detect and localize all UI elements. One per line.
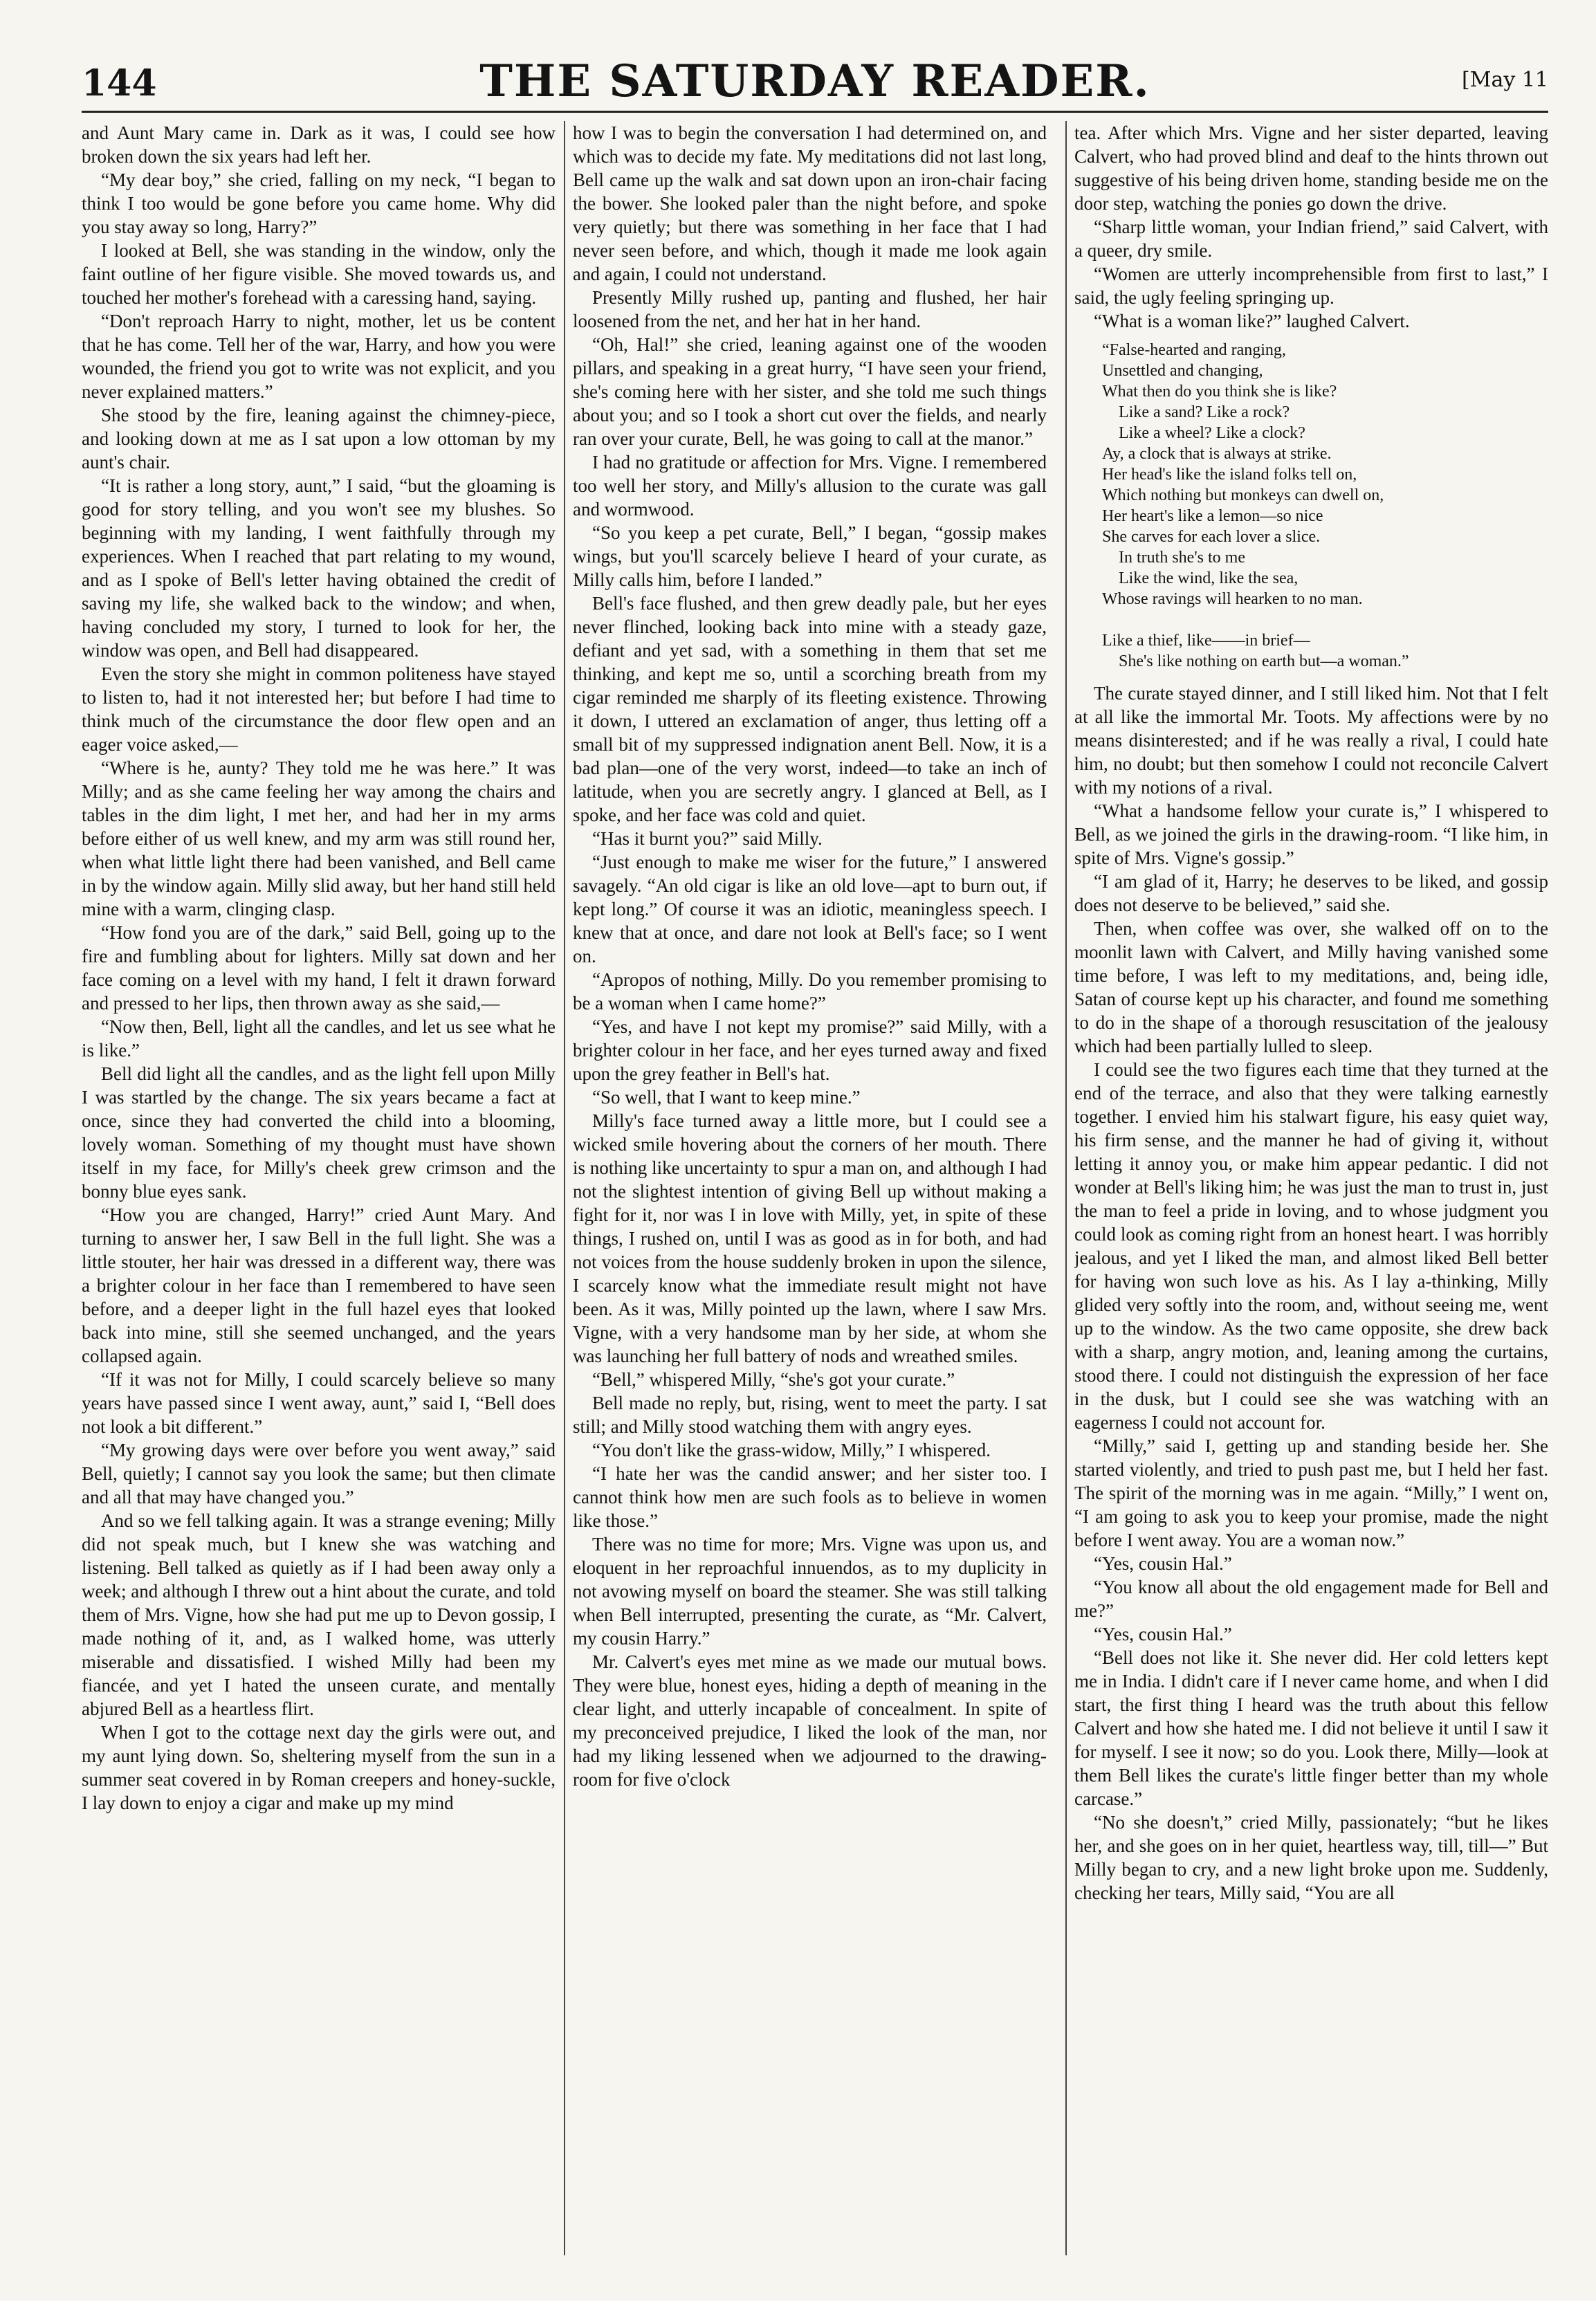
poem-line: “False-hearted and ranging, — [1102, 341, 1286, 359]
paragraph: Bell made no reply, but, rising, went to meet the party. I sat still; and Milly stood watching them with angry eyes. — [573, 1393, 1047, 1437]
paragraph: I had no gratitude or affection for Mrs. Vigne. I remembered too well her story, and Milly's allusion to the curate was gall and wormwood. — [573, 452, 1047, 520]
masthead — [82, 48, 1548, 105]
poem-line: Like a wheel? Like a clock? — [1102, 424, 1305, 442]
paragraph: She stood by the fire, leaning against the chimney-piece, and looking down at me as I sat upon a low ottoman by my aunt's chair. — [82, 405, 556, 473]
poem-line: Which nothing but monkeys can dwell on, — [1102, 486, 1384, 504]
poem-line: Her heart's like a lemon—so nice — [1102, 507, 1323, 525]
paragraph: “What a handsome fellow your curate is,” I whispered to Bell, as we joined the girls in the drawing-room. “I like him, in spite of Mrs. Vigne's gossip.” — [1074, 800, 1548, 868]
paragraph: “Yes, cousin Hal.” — [1094, 1553, 1232, 1574]
paragraph: “Milly,” said I, getting up and standing beside her. She started violently, and tried to push past me, but I held her fast. The spirit of the morning was in me again. “Milly,” I went on, “I am going to ask you to keep your promise, made the night before I went away. You are a woman now.” — [1074, 1436, 1548, 1550]
paragraph: “Bell,” whispered Milly, “she's got your curate.” — [592, 1369, 955, 1390]
poem-line: Like a sand? Like a rock? — [1102, 403, 1290, 421]
paragraph: I could see the two figures each time that they turned at the end of the terrace, and also that they were talking earnestly together. I envied him his stalwart figure, his easy quiet way, his firm sense, and the manner he had of giving it, without letting it annoy you, or make him appear pedantic. I did not wonder at Bell's liking him; he was just the man to trust in, just the man to feel a pride in loving, and to whose judgment you could look as coming right from an honest heart. I was horribly jealous, and yet I liked the man, and almost liked Bell better for having won such love as his. As I lay a-thinking, Milly glided very softly into the room, and, without seeing me, went up to the window. As the two came opposite, she drew back with a sharp, angry motion, and, leaning among the curtains, stood there. I could not distinguish the expression of her face in the dusk, but I could see she was watching with an eagerness I could not account for. — [1074, 1059, 1548, 1433]
paragraph: “My dear boy,” she cried, falling on my neck, “I began to think I too would be gone before you came home. Why did you stay away so long, Harry?” — [82, 169, 556, 237]
paragraph: and Aunt Mary came in. Dark as it was, I could see how broken down the six years had left her. — [82, 122, 556, 167]
paragraph: “How fond you are of the dark,” said Bell, going up to the fire and fumbling about for lighters. Milly sat down and her face coming on a level with my hand, I felt it drawn forward and pressed to her lips, then thrown away as she said,— — [82, 922, 556, 1014]
paragraph: “Apropos of nothing, Milly. Do you remember promising to be a woman when I came home?” — [573, 969, 1047, 1014]
paragraph: And so we fell talking again. It was a strange evening; Milly did not speak much, but I knew she was watching and listening. Bell talked as quietly as if I had been away only a week; and although I threw out a hint about the curate, and told them of Mrs. Vigne, how she had put me up to Devon gossip, I made nothing of it, and, as I walked home, was utterly miserable and dissatisfied. I wished Milly had been my fiancée, and yet I hated the unseen curate, and mentally abjured Bell as a heartless flirt. — [82, 1510, 556, 1719]
paragraph: Presently Milly rushed up, panting and flushed, her hair loosened from the net, and her hat in her hand. — [573, 287, 1047, 331]
poem-line: In truth she's to me — [1102, 549, 1245, 567]
paragraph: “So well, that I want to keep mine.” — [592, 1087, 861, 1108]
paragraph: “Has it burnt you?” said Milly. — [592, 828, 823, 849]
paragraph: “Just enough to make me wiser for the future,” I answered savagely. “An old cigar is like an old love—apt to burn out, if kept long.” Of course it was an idiotic, meaningless speech. I knew that at once, and dare not look at Bell's face; so I went on. — [573, 852, 1047, 966]
paragraph: “I am glad of it, Harry; he deserves to be liked, and gossip does not deserve to be believed,” said she. — [1074, 871, 1548, 915]
publication-title: THE SATURDAY READER. — [479, 55, 1150, 107]
paragraph: “Oh, Hal!” she cried, leaning against one of the wooden pillars, and speaking in a great hurry, “I have seen your friend, she's coming here with her sister, and she told me such things about you; and so I took a short cut over the fields, and nearly ran over your curate, Bell, he was going to call at the manor.” — [573, 334, 1047, 449]
paragraph: There was no time for more; Mrs. Vigne was upon us, and eloquent in her reproachful innuendos, as to my duplicity in not avowing myself on board the steamer. She was still talking when Bell interrupted, presenting the curate, as “Mr. Calvert, my cousin Harry.” — [573, 1534, 1047, 1649]
paragraph: tea. After which Mrs. Vigne and her sister departed, leaving Calvert, who had proved blind and deaf to the hints thrown out suggestive of his being driven home, standing beside me on the door step, watching the ponies go down the drive. — [1074, 122, 1548, 214]
paragraph: Bell did light all the candles, and as the light fell upon Milly I was startled by the change. The six years became a fact at once, since they had converted the child into a blooming, lovely woman. Something of my thought must have shown itself in my face, for Milly's cheek grew crimson and the bonny blue eyes sank. — [82, 1063, 556, 1202]
poem-line: She carves for each lover a slice. — [1102, 528, 1321, 546]
poem-line: What then do you think she is like? — [1102, 383, 1337, 401]
poem-line: Her head's like the island folks tell on, — [1102, 466, 1357, 484]
paragraph: When I got to the cottage next day the girls were out, and my aunt lying down. So, sheltering myself from the sun in a summer seat covered in by Roman creepers and honey-suckle, I lay down to enjoy a cigar and make up my mind — [82, 1722, 556, 1813]
paragraph: Bell's face flushed, and then grew deadly pale, but her eyes never flinched, looking back into mine with a steady gaze, defiant and yet sad, with a something in them that set me thinking, and kept me so, until a scorching breath from my cigar reminded me sharply of its fleeting existence. Throwing it down, I uttered an exclamation of anger, thus letting off a small bit of my suppressed indignation anent Bell. Now, it is a bad plan—one of the very worst, indeed—to take an inch of latitude, when you are secretly angry. I glanced at Bell, as I spoke, and her face was cold and quiet. — [573, 593, 1047, 825]
poem — [1102, 340, 1548, 672]
poem-line: Unsettled and changing, — [1102, 362, 1263, 380]
paragraph: “You don't like the grass-widow, Milly,” I whispered. — [592, 1440, 991, 1460]
paragraph: “Don't reproach Harry to night, mother, let us be content that he has come. Tell her of the war, Harry, and how you were wounded, the friend you got to write was not explicit, and you never explained matters.” — [82, 311, 556, 402]
paragraph: “Now then, Bell, light all the candles, and let us see what he is like.” — [82, 1016, 556, 1061]
paragraph: “Yes, and have I not kept my promise?” said Milly, with a brighter colour in her face, and her eyes turned away and fixed upon the grey feather in Bell's hat. — [573, 1016, 1047, 1084]
poem-line: Whose ravings will hearken to no man. — [1102, 590, 1363, 608]
paragraph: how I was to begin the conversation I had determined on, and which was to decide my fate. My meditations did not last long, Bell came up the walk and sat down upon an iron-chair facing the bower. She looked paler than the night before, and spoke very quietly; but there was something in her face that I had never seen before, and which, though it made me look again and again, I could not understand. — [573, 122, 1047, 284]
column-3-text-after-poem — [1074, 681, 1548, 1905]
poem-line: She's like nothing on earth but—a woman.” — [1102, 652, 1409, 670]
paragraph: “I hate her was the candid answer; and her sister too. I cannot think how men are such fools as to believe in women like those.” — [573, 1463, 1047, 1531]
poem-line: Ay, a clock that is always at strike. — [1102, 445, 1332, 463]
paragraph: “It is rather a long story, aunt,” I said, “but the gloaming is good for story telling, and you won't see my blushes. So beginning with my landing, I went faithfully through my experiences. When I reached that part relating to my wound, and as I spoke of Bell's letter having obtained the credit of saving my life, she walked back to the window; and when, having concluded my story, I turned to look for her, the window was open, and Bell had disappeared. — [82, 475, 556, 661]
paragraph: “Where is he, aunty? They told me he was here.” It was Milly; and as she came feeling her way among the chairs and tables in the dim light, I met her, and had her in my arms before either of us well knew, and my arm was still round her, when what little light there had been vanished, and Bell came in by the window again. Milly slid away, but her hand still held mine with a warm, clinging clasp. — [82, 758, 556, 919]
issue-date: [May 11 — [1462, 68, 1548, 92]
column-2 — [573, 121, 1047, 2255]
paragraph: “My growing days were over before you went away,” said Bell, quietly; I cannot say you look the same; but then climate and all that may have changed you.” — [82, 1440, 556, 1507]
paragraph: “Yes, cousin Hal.” — [1094, 1624, 1232, 1644]
paragraph: The curate stayed dinner, and I still liked him. Not that I felt at all like the immortal Mr. Toots. My affections were by no means disinterested; and if he was really a rival, I could hate him, no doubt; but then somehow I could not reconcile Calvert with my notions of a rival. — [1074, 683, 1548, 798]
paragraph: Then, when coffee was over, she walked off on to the moonlit lawn with Calvert, and Milly having vanished some time before, I was left to my meditations, and, being idle, Satan of course kept up his character, and found me something to do in the shape of a thorough resuscitation of the jealousy which had been partially lulled to sleep. — [1074, 918, 1548, 1056]
column-divider-1 — [564, 121, 565, 2255]
paragraph: “You know all about the old engagement made for Bell and me?” — [1074, 1577, 1548, 1621]
paragraph: I looked at Bell, she was standing in the window, only the faint outline of her figure visible. She moved towards us, and touched her mother's forehead with a caressing hand, saying. — [82, 240, 556, 308]
poem-line: Like a thief, like——in brief— — [1102, 632, 1310, 650]
paragraph: “Bell does not like it. She never did. Her cold letters kept me in India. I didn't care if I never came home, and when I did start, the first thing I heard was the truth about this fellow Calvert and how she hated me. I did not believe it until I saw it for myself. I see it now; so do you. Look there, Milly—look at them Bell likes the curate's little finger better than my whole carcase.” — [1074, 1647, 1548, 1809]
paragraph: “What is a woman like?” laughed Calvert. — [1094, 311, 1410, 331]
column-3 — [1074, 121, 1548, 2255]
paragraph: “Sharp little woman, your Indian friend,” said Calvert, with a queer, dry smile. — [1074, 217, 1548, 261]
column-3-text-before-poem — [1074, 121, 1548, 333]
paragraph: Mr. Calvert's eyes met mine as we made our mutual bows. They were blue, honest eyes, hiding a depth of meaning in the clear light, and utterly incapable of concealment. In spite of my preconceived prejudice, I liked the look of the man, nor had my liking lessened when we adjourned to the drawing-room for five o'clock — [573, 1651, 1047, 1790]
paragraph: “If it was not for Milly, I could scarcely believe so many years have passed since I went away, aunt,” said I, “Bell does not look a bit different.” — [82, 1369, 556, 1437]
paragraph: “How you are changed, Harry!” cried Aunt Mary. And turning to answer her, I saw Bell in the full light. She was a little stouter, her hair was dressed in a different way, there was a brighter colour in her face than I remembered to have seen before, and a deeper light in the full hazel eyes that looked back into mine, still she seemed unchanged, and the years collapsed again. — [82, 1204, 556, 1366]
header-rule — [82, 111, 1548, 113]
paragraph: “Women are utterly incomprehensible from first to last,” I said, the ugly feeling springing up. — [1074, 264, 1548, 308]
paragraph: Even the story she might in common politeness have stayed to listen to, had it not interested her; but before I had time to think much of the circumstance the door flew open and an eager voice asked,— — [82, 663, 556, 755]
poem-line: Like the wind, like the sea, — [1102, 569, 1299, 587]
poem-line — [1102, 609, 1548, 630]
paragraph: “No she doesn't,” cried Milly, passionately; “but he likes her, and she goes on in her quiet, heartless way, till, till—” But Milly began to cry, and a new light broke upon me. Suddenly, checking her tears, Milly said, “You are all — [1074, 1812, 1548, 1903]
paragraph: “So you keep a pet curate, Bell,” I began, “gossip makes wings, but you'll scarcely believe I heard of your curate, as Milly calls him, before I landed.” — [573, 522, 1047, 590]
page-number: 144 — [82, 62, 157, 104]
paragraph: Milly's face turned away a little more, but I could see a wicked smile hovering about the corners of her mouth. There is nothing like uncertainty to spur a man on, and although I had not the slightest intention of giving Bell up without making a fight for it, nor was I in love with Milly, yet, in spite of these things, I rushed on, until I was as good as in for both, and had not voices from the house suddenly broken in upon the silence, I scarcely know what the immediate result might not have been. As it was, Milly pointed up the lawn, where I saw Mrs. Vigne, with a very handsome man by her side, at whom she was launching her full battery of nods and wreathed smiles. — [573, 1110, 1047, 1366]
column-divider-2 — [1065, 121, 1067, 2255]
column-1 — [82, 121, 556, 2255]
